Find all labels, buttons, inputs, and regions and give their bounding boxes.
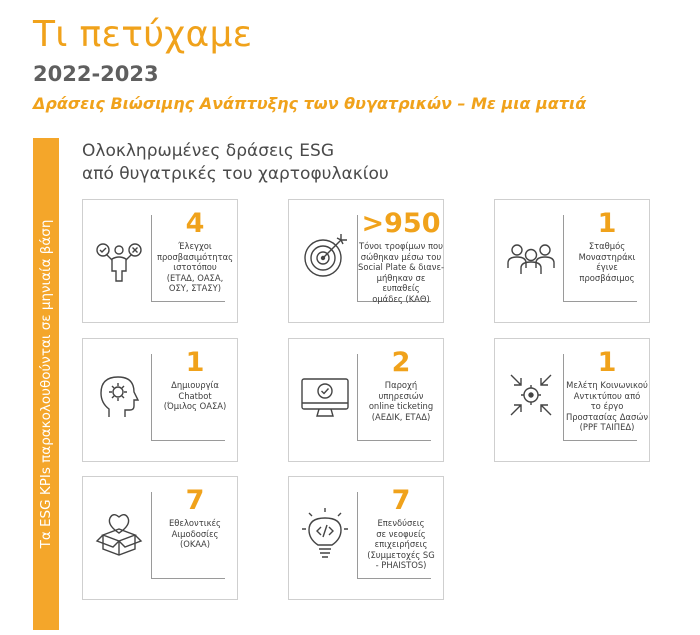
card-online-ticketing bbox=[288, 338, 444, 462]
page-title: Τι πετύχαμε bbox=[33, 14, 253, 55]
section-heading bbox=[82, 140, 389, 186]
card-number: 1 bbox=[597, 208, 617, 239]
card-number: 7 bbox=[391, 485, 411, 516]
kpi-sidebar-band bbox=[33, 138, 59, 630]
lightbulb-code-icon bbox=[297, 505, 353, 561]
card-startup-investments bbox=[288, 476, 444, 600]
card-food-saved bbox=[288, 199, 444, 323]
card-description: Σταθμός Μοναστηράκι έγινε προσβάσιμος bbox=[578, 241, 636, 283]
card-number: 4 bbox=[185, 208, 205, 239]
heart-box-icon bbox=[91, 505, 147, 561]
year-label: 2022-2023 bbox=[33, 62, 159, 86]
card-description: Παροχή υπηρεσιών online ticketing (ΑΕΔΙΚ, ΕΤΑΔ) bbox=[368, 380, 434, 422]
card-description: Επενδύσεις σε νεοφυείς επιχειρήσεις (Συμμετοχές SG - PHAISTOS) bbox=[367, 518, 435, 571]
head-gear-icon bbox=[91, 367, 147, 423]
card-description: Έλεγχοι προσβασιμότητας ιστοτόπου (ΕΤΑΔ, ΟΑΣΑ, ΟΣΥ, ΣΤΑΣΥ) bbox=[156, 241, 234, 294]
card-accessibility-audits bbox=[82, 199, 238, 323]
card-description: Μελέτη Κοινωνικού Αντικτύπου από το έργο Προστασίας Δασών (PPF ΤΑΙΠΕΔ) bbox=[565, 380, 649, 433]
card-number: 1 bbox=[597, 347, 617, 378]
card-chatbot bbox=[82, 338, 238, 462]
card-description: Δημιουργία Chatbot (Όμιλος ΟΑΣΑ) bbox=[163, 380, 227, 412]
card-number: 2 bbox=[391, 347, 411, 378]
card-number: 7 bbox=[185, 485, 205, 516]
decision-person-icon bbox=[91, 228, 147, 284]
card-station-access bbox=[494, 199, 650, 323]
card-blood-donations bbox=[82, 476, 238, 600]
card-number: 1 bbox=[185, 347, 205, 378]
target-icon bbox=[297, 228, 353, 284]
card-social-impact-study bbox=[494, 338, 650, 462]
card-description: Τόνοι τροφίμων που σώθηκαν μέσω του Social Plate & διανε- μήθηκαν σε ευπαθείς ομάδες (ΚΑΘ) bbox=[358, 241, 444, 304]
monitor-check-icon bbox=[297, 367, 353, 423]
card-number: >950 bbox=[361, 208, 441, 239]
heading-line-1: Ολοκληρωμένες δράσεις ESG bbox=[82, 141, 334, 161]
page-subtitle: Δράσεις Βιώσιμης Ανάπτυξης των θυγατρικών – Με μια ματιά bbox=[33, 94, 587, 113]
people-group-icon bbox=[503, 228, 559, 284]
heading-line-2: από θυγατρικές του χαρτοφυλακίου bbox=[82, 164, 389, 184]
sidebar-text: Τα ESG KPIs παρακολουθούνται σε μηνιαία βάση bbox=[38, 219, 54, 549]
focus-arrows-icon bbox=[503, 367, 559, 423]
card-description: Εθελοντικές Αιμοδοσίες (ΟΚΑΑ) bbox=[169, 518, 221, 550]
